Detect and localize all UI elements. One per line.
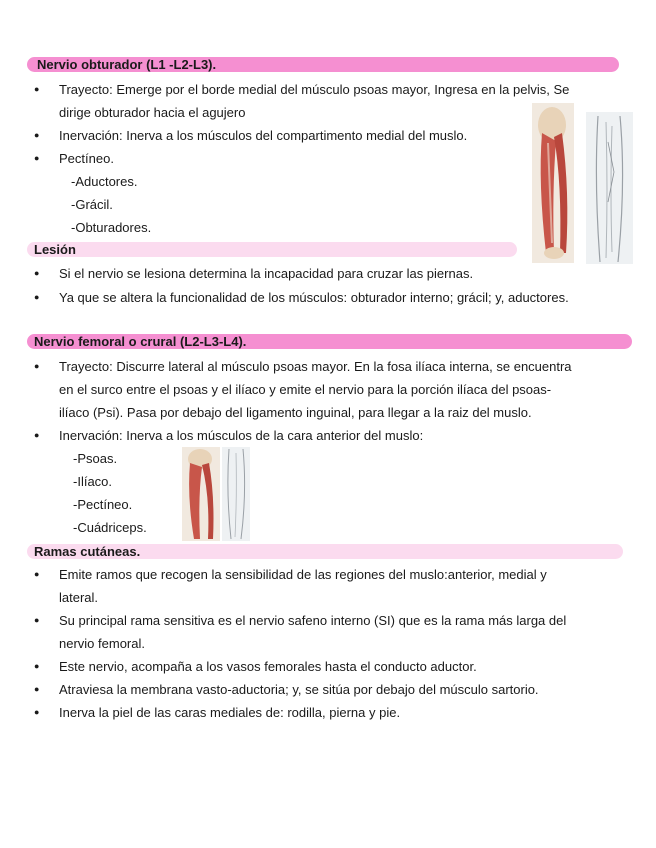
list-item: Si el nervio se lesiona determina la incapacidad para cruzar las piernas. (59, 266, 474, 281)
anatomy-illustration-thigh-muscles (532, 103, 574, 263)
list-item: Su principal rama sensitiva es el nervio safeno interno (SI) que es la rama más larga del (59, 613, 567, 628)
subheading-ramas (27, 544, 623, 559)
list-item: Trayecto: Discurre lateral al músculo psoas mayor. En la fosa ilíaca interna, se encuentra (59, 359, 572, 374)
list-item: Atraviesa la membrana vasto-aductoria; y, se sitúa por debajo del músculo sartorio. (59, 682, 539, 697)
section-heading-femoral (27, 334, 632, 349)
list-item: Ya que se altera la funcionalidad de los músculos: obturador interno; grácil; y, aductores. (59, 290, 569, 305)
list-item: Emite ramos que recogen la sensibilidad de las regiones del muslo:anterior, medial y (59, 567, 547, 582)
list-item: Este nervio, acompaña a los vasos femorales hasta el conducto aductor. (59, 659, 477, 674)
sub-item: -Cuádriceps. (73, 520, 147, 535)
list-item-cont: lateral. (59, 590, 99, 605)
list-item-cont: en el surco entre el psoas y el ilíaco y emite el nervio para la porción ilíaca del psoas- (59, 382, 552, 397)
list-item: Inervación: Inerva a los músculos de la cara anterior del muslo: (59, 428, 424, 443)
list-item: Pectíneo. (59, 151, 114, 166)
section-heading-obturador (27, 57, 619, 72)
anatomy-sketch-leg-nerves (222, 447, 250, 541)
sub-item: -Pectíneo. (73, 497, 133, 512)
list-item-cont: nervio femoral. (59, 636, 145, 651)
section-title: Nervio obturador (L1 -L2-L3). (37, 57, 217, 72)
anatomy-illustration-thigh-muscles (182, 447, 220, 541)
list-item-cont: ilíaco (Psi). Pasa por debajo del ligamento inguinal, para llegar a la raiz del muslo. (59, 405, 532, 420)
subheading-title: Ramas cutáneas. (34, 544, 141, 559)
sub-item: -Grácil. (71, 197, 113, 212)
sub-item: -Ilíaco. (73, 474, 113, 489)
sub-item: -Obturadores. (71, 220, 152, 235)
subheading-title: Lesión (34, 242, 76, 257)
list-item: Inervación: Inerva a los músculos del compartimento medial del muslo. (59, 128, 468, 143)
list-item-cont: dirige obturador hacia el agujero (59, 105, 246, 120)
subheading-lesion (27, 242, 517, 257)
anatomy-sketch-leg-nerves (586, 112, 633, 264)
section-title: Nervio femoral o crural (L2-L3-L4). (34, 334, 247, 349)
sub-item: -Psoas. (73, 451, 118, 466)
sub-item: -Aductores. (71, 174, 138, 189)
list-item: Inerva la piel de las caras mediales de: rodilla, pierna y pie. (59, 705, 401, 720)
list-item: Trayecto: Emerge por el borde medial del músculo psoas mayor, Ingresa en la pelvis, Se (59, 82, 570, 97)
